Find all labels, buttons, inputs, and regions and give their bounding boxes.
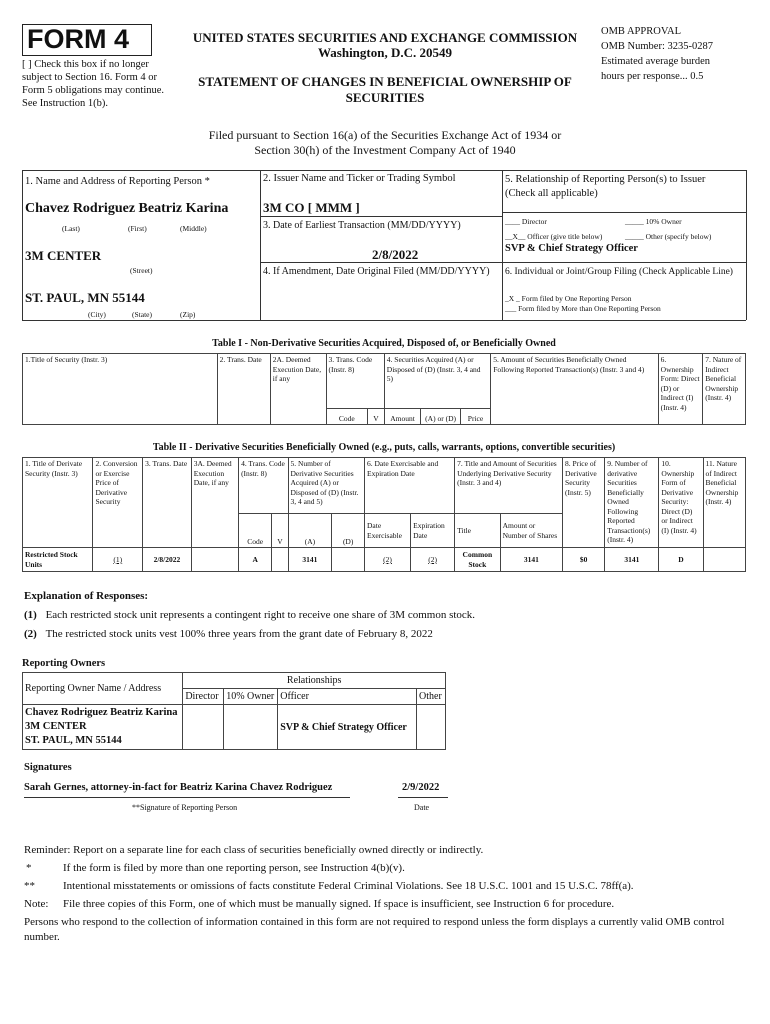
zip-label: (Zip) — [180, 310, 196, 319]
t2-title: Title — [455, 514, 500, 548]
t2-row-date: 2/8/2022 — [143, 548, 192, 572]
t1-col-ownership-form: 6. Ownership Form: Direct (D) or Indirect (I) (Instr. 4) — [658, 354, 703, 425]
city-label: (City) — [88, 310, 106, 319]
ro-street: 3M CENTER — [25, 721, 87, 732]
double-star-mark: ** — [24, 880, 35, 892]
omb-burden-line2: hours per response... 0.5 — [601, 71, 704, 82]
statement-title-line2: SECURITIES — [345, 90, 425, 105]
footnote-number: (2) — [24, 628, 37, 640]
box5-label-line1: 5. Relationship of Reporting Person(s) to Issuer — [505, 174, 706, 185]
box3-label: 3. Date of Earliest Transaction (MM/DD/YYYY) — [263, 220, 461, 231]
note-text: File three copies of this Form, one of which must be manually signed. If space is insufficient, see Instruction 6 for procedure. — [63, 898, 615, 910]
t1-col-securities: 4. Securities Acquired (A) or Disposed of (D) (Instr. 3, 4 and 5) — [384, 354, 490, 409]
t1-col-title: 1.Title of Security (Instr. 3) — [23, 354, 218, 425]
ro-relationships: Relationships — [183, 673, 446, 689]
t2-expiration-date: Expiration Date — [411, 514, 455, 548]
signature-label: **Signature of Reporting Person — [132, 803, 238, 812]
t2-row-date-exercisable[interactable]: (2) — [364, 548, 410, 572]
other-checkbox[interactable]: _____ Other (specify below) — [625, 232, 712, 241]
form-title: FORM 4 — [27, 24, 130, 54]
reporting-person-name: Chavez Rodriguez Beatriz Karina — [25, 201, 229, 216]
t1-a-or-d: (A) or (D) — [421, 409, 460, 425]
table2-derivative — [22, 457, 746, 572]
t2-date-exercisable: Date Exercisable — [364, 514, 410, 548]
t2-row-price: $0 — [563, 548, 605, 572]
ro-city: ST. PAUL, MN 55144 — [25, 735, 122, 746]
filing-multiple-persons-option[interactable]: ___ Form filed by More than One Reporting Person — [505, 304, 661, 313]
officer-title: SVP & Chief Strategy Officer — [505, 243, 638, 254]
filed-pursuant-line2: Section 30(h) of the Investment Company Act of 1940 — [254, 143, 516, 157]
box6-label: 6. Individual or Joint/Group Filing (Check Applicable Line) — [505, 267, 733, 277]
omb-approval: OMB APPROVAL — [601, 26, 682, 37]
t2-col-number: 5. Number of Derivative Securities Acquired (A) or Disposed of (D) (Instr. 3, 4 and 5) — [288, 458, 364, 514]
t1-col-deemed-date: 2A. Deemed Execution Date, if any — [270, 354, 326, 425]
earliest-transaction-date: 2/8/2022 — [372, 247, 419, 262]
t2-col-price: 8. Price of Derivative Security (Instr. 5) — [563, 458, 605, 548]
reporting-owners-table — [22, 672, 446, 750]
double-star-text: Intentional misstatements or omissions of facts constitute Federal Criminal Violations. See 18 U.S.C. 1001 and 15 U.S.C. 78ff(a). — [63, 880, 634, 892]
table2-title: Table II - Derivative Securities Beneficially Owned (e.g., puts, calls, warrants, options, convertible securities) — [152, 442, 616, 453]
omb-approval-block — [601, 24, 761, 84]
ro-10-owner-cell — [224, 705, 278, 750]
t2-col-trans-date: 3. Trans. Date — [143, 458, 192, 548]
table-row — [23, 705, 446, 750]
star-mark: * — [26, 862, 32, 874]
omb-number: OMB Number: 3235-0287 — [601, 41, 713, 52]
t1-v: V — [368, 409, 385, 425]
t2-col-owned: 9. Number of derivative Securities Beneficially Owned Following Reported Transaction(s) (Instr. 4) — [605, 458, 659, 548]
explanation-item — [24, 609, 475, 621]
t2-row-acquired: 3141 — [288, 548, 332, 572]
date-label: Date — [414, 803, 430, 812]
t2-row-nature — [703, 548, 745, 572]
t2-row-conversion-footnote[interactable]: (1) — [93, 548, 143, 572]
street-label: (Street) — [130, 266, 153, 275]
t2-col-deemed-date: 3A. Deemed Execution Date, if any — [191, 458, 238, 548]
signatures-title: Signatures — [24, 762, 72, 773]
statement-title-line1: STATEMENT OF CHANGES IN BENEFICIAL OWNERSHIP OF — [198, 74, 572, 89]
t2-v: V — [272, 514, 288, 548]
note-label: Note: — [24, 898, 49, 910]
t2-row-deemed — [191, 548, 238, 572]
t1-col-amount-owned: 5. Amount of Securities Beneficially Owned Following Reported Transaction(s) (Instr. 3 and 4) — [491, 354, 658, 425]
t1-amount: Amount — [384, 409, 421, 425]
ro-director-cell — [183, 705, 224, 750]
explanation-item — [24, 628, 433, 640]
last-label: (Last) — [62, 224, 80, 233]
ro-officer-value: SVP & Chief Strategy Officer — [278, 705, 417, 750]
filing-one-person-option[interactable]: _X _ Form filed by One Reporting Person — [505, 294, 632, 303]
form-title-box — [22, 24, 152, 56]
footnote-text: Each restricted stock unit represents a contingent right to receive one share of 3M common stock. — [45, 609, 476, 621]
ten-percent-owner-checkbox[interactable]: _____ 10% Owner — [625, 217, 682, 226]
t2-row-title: Common Stock — [455, 548, 500, 572]
t1-col-nature: 7. Nature of Indirect Beneficial Ownership (Instr. 4) — [703, 354, 746, 425]
table-row — [23, 548, 746, 572]
t2-col-title: 1. Title of Derivate Security (Instr. 3) — [23, 458, 93, 548]
star-text: If the form is filed by more than one reporting person, see Instruction 4(b)(v). — [63, 862, 405, 874]
box1-label: 1. Name and Address of Reporting Person * — [25, 176, 210, 187]
table1-title: Table I - Non-Derivative Securities Acquired, Disposed of, or Beneficially Owned — [212, 338, 556, 349]
agency-location: Washington, D.C. 20549 — [318, 45, 452, 60]
issuer-name-ticker: 3M CO [ MMM ] — [263, 200, 360, 215]
ro-col-other: Other — [417, 689, 446, 705]
street-value: 3M CENTER — [25, 248, 102, 263]
t2-col-nature: 11. Nature of Indirect Beneficial Ownership (Instr. 4) — [703, 458, 745, 548]
footnote-number: (1) — [24, 609, 37, 621]
explanation-title: Explanation of Responses: — [24, 590, 149, 602]
t1-price: Price — [460, 409, 490, 425]
t1-col-trans-date: 2. Trans. Date — [217, 354, 270, 425]
agency-name: UNITED STATES SECURITIES AND EXCHANGE COMMISSION — [192, 30, 578, 45]
ro-col-name: Reporting Owner Name / Address — [23, 673, 183, 705]
ro-col-officer: Officer — [278, 689, 417, 705]
t1-code: Code — [326, 409, 368, 425]
t2-row-owned: 3141 — [605, 548, 659, 572]
ro-col-director: Director — [183, 689, 224, 705]
t2-col-date-exercisable: 6. Date Exercisable and Expiration Date — [364, 458, 454, 514]
t2-col-trans-code: 4. Trans. Code (Instr. 8) — [239, 458, 288, 514]
omb-burden-line1: Estimated average burden — [601, 56, 711, 67]
t2-a: (A) — [288, 514, 332, 548]
director-checkbox[interactable]: ____ Director — [505, 217, 547, 226]
no-longer-subject-checkbox-text[interactable]: [ ] Check this box if no longer subject to Section 16. Form 4 or Form 5 obligations may continue. See Instruction 1(b). — [22, 59, 165, 109]
t2-row-security: Restricted Stock Units — [23, 548, 93, 572]
ro-other-cell — [417, 705, 446, 750]
city-value: ST. PAUL, MN 55144 — [25, 290, 145, 305]
t2-row-code: A — [239, 548, 272, 572]
ro-name: Chavez Rodriguez Beatriz Karina — [25, 707, 178, 718]
box5-label-line2: (Check all applicable) — [505, 188, 598, 199]
t2-d: (D) — [332, 514, 365, 548]
filed-pursuant-line1: Filed pursuant to Section 16(a) of the Securities Exchange Act of 1934 or — [208, 128, 562, 142]
t1-col-trans-code: 3. Trans. Code (Instr. 8) — [326, 354, 384, 409]
t2-amount-shares: Amount or Number of Shares — [500, 514, 562, 548]
signer-name: Sarah Gernes, attorney-in-fact for Beatriz Karina Chavez Rodriguez — [24, 782, 333, 793]
t2-row-disposed — [332, 548, 365, 572]
footnote-text: The restricted stock units vest 100% three years from the grant date of February 8, 2022 — [45, 628, 433, 640]
persons-notice: Persons who respond to the collection of information contained in this form are not required to respond unless the form displays a currently valid OMB control number. — [24, 916, 725, 943]
t2-row-shares: 3141 — [500, 548, 562, 572]
t2-col-conversion: 2. Conversion or Exercise Price of Derivative Security — [93, 458, 143, 548]
officer-checkbox[interactable]: __X__ Officer (give title below) — [505, 232, 603, 241]
t2-row-expiration[interactable]: (2) — [411, 548, 455, 572]
middle-label: (Middle) — [180, 224, 207, 233]
t2-row-form: D — [659, 548, 703, 572]
t2-col-title-amount: 7. Title and Amount of Securities Underlying Derivative Security (Instr. 3 and 4) — [455, 458, 563, 514]
t2-code: Code — [239, 514, 272, 548]
table1-non-derivative — [22, 353, 746, 425]
reminder-text: Reminder: Report on a separate line for each class of securities beneficially owned directly or indirectly. — [24, 844, 484, 856]
box2-label: 2. Issuer Name and Ticker or Trading Symbol — [263, 173, 456, 184]
state-label: (State) — [132, 310, 152, 319]
first-label: (First) — [128, 224, 147, 233]
signature-date: 2/9/2022 — [402, 782, 440, 793]
ro-col-10-owner: 10% Owner — [224, 689, 278, 705]
t2-row-v — [272, 548, 288, 572]
t2-col-ownership-form: 10. Ownership Form of Derivative Security: Direct (D) or Indirect (I) (Instr. 4) — [659, 458, 703, 548]
reporting-owners-title: Reporting Owners — [22, 658, 106, 669]
box4-label: 4. If Amendment, Date Original Filed (MM/DD/YYYY) — [263, 266, 490, 277]
